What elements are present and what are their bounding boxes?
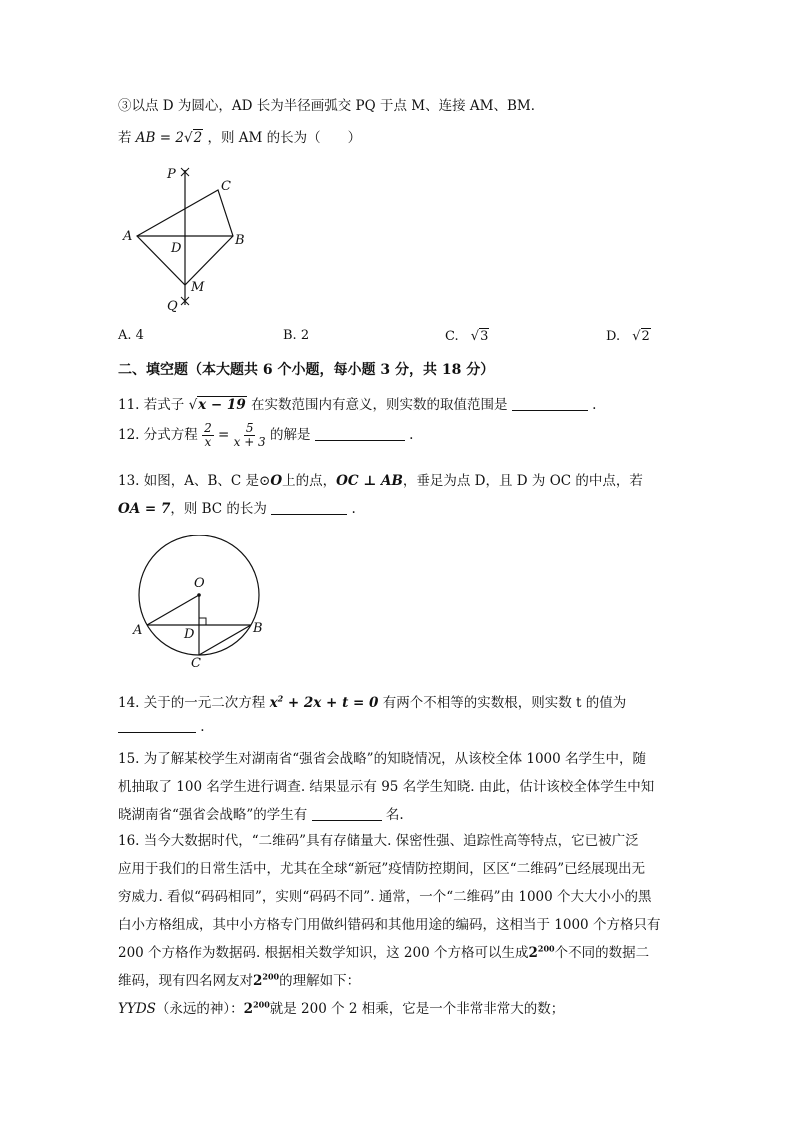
q16-line7	[118, 997, 564, 1017]
q13-circle-o: O	[270, 473, 283, 489]
q12	[118, 422, 413, 449]
label-p: P	[167, 167, 176, 182]
center-dot	[197, 593, 201, 597]
q16-line3: 穷威力. 看似“码码相同”，实则“码码不同”. 通常，一个“二维码”由 1000 个大大小小的黑	[118, 889, 652, 905]
q13-text-d: ，则 BC 的长为	[170, 501, 267, 517]
q10-radicand: 2	[193, 130, 203, 146]
q13-answer-blank[interactable]	[271, 514, 347, 515]
q10-expression	[136, 130, 203, 146]
q16-text-c: 维码，现有四名网友对	[118, 973, 253, 989]
q16-text-a: 200 个方格作为数据码. 根据相关数学知识，这 200 个方格可以生成	[118, 945, 529, 961]
power-exponent: 200	[262, 971, 280, 982]
label-m: M	[191, 280, 205, 295]
q14-x: x	[269, 695, 278, 711]
figure-circle	[125, 535, 275, 675]
option-c-value	[471, 329, 490, 344]
label-o: O	[194, 576, 205, 591]
q12-suffix: 的解是	[270, 427, 311, 443]
q14-end: .	[200, 719, 205, 735]
label-a: A	[123, 229, 133, 244]
q11	[118, 393, 596, 413]
q13-text-a: 13. 如图，A、B、C 是⊙	[118, 473, 271, 489]
power-base: 2	[528, 945, 538, 961]
q12-prefix: 12. 分式方程	[118, 427, 198, 443]
step3-text: ③以点 D 为圆心，AD 长为半径画弧交 PQ 于点 M、连接 AM、BM．	[118, 98, 545, 114]
figure-perpendicular-bisector	[115, 160, 275, 320]
label-q: Q	[167, 299, 178, 314]
q16-line1: 16. 当今大数据时代，“二维码”具有存储量大. 保密性强、追踪性高等特点，它已被广泛	[118, 833, 639, 849]
label-b: B	[253, 621, 263, 636]
power-exponent: 200	[537, 943, 555, 954]
q12-fraction-1	[202, 422, 214, 449]
q14-prefix: 14. 关于的一元二次方程	[118, 695, 266, 711]
option-d-label: D.	[606, 329, 621, 344]
q11-suffix: 在实数范围内有意义，则实数的取值范围是	[251, 397, 508, 413]
fraction-numerator: 2	[204, 421, 212, 435]
q14-line1	[118, 691, 626, 711]
q12-answer-blank[interactable]	[315, 440, 405, 441]
q14-answer-blank[interactable]	[118, 732, 196, 733]
q15-text-a: 晓湖南省“强省会战略”的学生有	[118, 807, 308, 823]
label-d: D	[184, 627, 195, 642]
option-c[interactable]	[445, 328, 489, 344]
q12-fraction-2	[234, 422, 266, 449]
equals-sign: =	[218, 427, 230, 443]
q11-answer-blank[interactable]	[512, 410, 588, 411]
right-angle-mark	[199, 618, 206, 625]
option-c-label: C.	[445, 329, 459, 344]
option-a[interactable]: A. 4	[118, 328, 144, 343]
q10-expr-text: AB = 2	[135, 130, 184, 146]
q16-text-b: 个不同的数据二	[554, 945, 650, 961]
q11-radicand: x − 19	[198, 397, 246, 413]
q15-line3	[118, 803, 404, 823]
q16-text-e: （永远的神）：	[155, 1001, 244, 1017]
q14-line2	[118, 719, 205, 735]
q16-line6	[118, 969, 360, 989]
q13-expr2: OA = 7	[118, 501, 171, 517]
q15-answer-blank[interactable]	[312, 820, 382, 821]
fraction-numerator: 5	[245, 421, 254, 435]
q16-text-f: 就是 200 个 2 相乘，它是一个非常非常大的数；	[269, 1001, 565, 1017]
q13-line1	[118, 469, 643, 489]
label-d: D	[171, 241, 182, 256]
q13-expr: OC ⊥ AB	[336, 473, 403, 489]
q10-prefix: 若	[118, 130, 132, 146]
q14-exponent: 2	[277, 693, 284, 704]
q12-end: .	[409, 427, 414, 443]
label-b: B	[235, 233, 245, 248]
q11-prefix: 11. 若式子	[118, 397, 185, 413]
q16-line2: 应用于我们的日常生活中，尤其在全球“新冠”疫情防控期间，区区“二维码”已经展现出无	[118, 861, 646, 877]
option-d-radicand: 2	[641, 329, 650, 344]
q10-stem	[118, 126, 361, 146]
q14-rest: + 2x + t = 0	[283, 695, 379, 711]
q14-equation	[270, 695, 379, 711]
sqrt-symbol: √	[470, 329, 480, 344]
option-c-radicand: 3	[480, 329, 489, 344]
q15-text-b: 名.	[385, 807, 404, 823]
q15-line1: 15. 为了解某校学生对湖南省“强省会战略”的知晓情况，从该校全体 1000 名学生中，随	[118, 751, 647, 767]
q16-yyds: YYDS	[118, 1001, 156, 1017]
label-a: A	[133, 623, 143, 638]
q11-end: .	[592, 397, 597, 413]
option-d[interactable]	[606, 328, 651, 344]
q13-line2	[118, 497, 356, 517]
q13-text-b: 上的点，	[282, 473, 337, 489]
power-base: 2	[243, 1001, 254, 1017]
sqrt-symbol: √	[632, 329, 641, 344]
q16-line5	[118, 941, 649, 961]
sqrt-symbol: √	[183, 130, 193, 146]
q14-suffix: 有两个不相等的实数根，则实数 t 的值为	[382, 695, 627, 711]
q13-end: .	[351, 501, 356, 517]
q16-line4: 白小方格组成，其中小方格专门用做纠错码和其他用途的编码，这相当于 1000 个方格只有	[118, 917, 661, 933]
segment-bc	[199, 625, 251, 655]
q15-line2: 机抽取了 100 名学生进行调查. 结果显示有 95 名学生知晓. 由此，估计该校全体学生中知	[118, 779, 655, 795]
q16-text-d: 的理解如下：	[279, 973, 361, 989]
q13-text-c: ，垂足为点 D，且 D 为 OC 的中点，若	[402, 473, 643, 489]
section-heading: 二、填空题（本大题共 6 个小题，每小题 3 分，共 18 分）	[118, 362, 495, 378]
fraction-denominator: x	[204, 435, 212, 449]
q10-suffix: ，则 AM 的长为（ ）	[207, 130, 362, 146]
sqrt-symbol: √	[188, 397, 198, 413]
fraction-denominator: x + 3	[233, 435, 266, 449]
power-exponent: 200	[253, 999, 270, 1010]
segment-oa	[147, 595, 199, 625]
option-b[interactable]: B. 2	[283, 328, 310, 343]
power-base: 2	[253, 973, 263, 989]
label-c: C	[221, 179, 231, 194]
label-c: C	[191, 656, 201, 671]
option-d-value	[632, 329, 651, 344]
